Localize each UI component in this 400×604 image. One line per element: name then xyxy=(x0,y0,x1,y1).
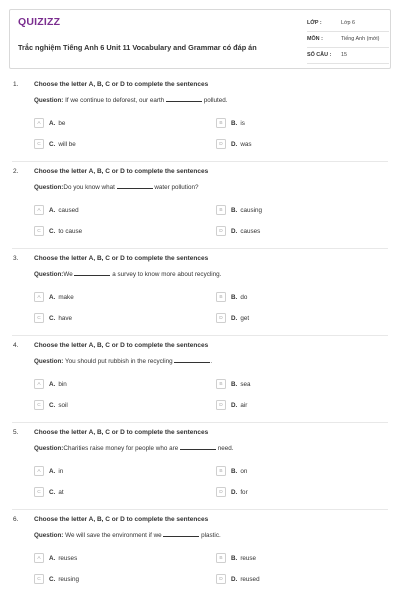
option-text: reuses xyxy=(58,555,78,562)
option-key: A. xyxy=(49,381,56,388)
question-text xyxy=(34,445,233,452)
option-letter-box: C xyxy=(34,226,44,236)
option-letter-box: D xyxy=(216,226,226,236)
option-key: D. xyxy=(231,489,238,496)
option-text: sea xyxy=(240,381,251,388)
document-header xyxy=(9,9,391,69)
option-text: get xyxy=(240,315,250,322)
option-letter-box: D xyxy=(216,139,226,149)
quizizz-logo: QUIZIZZ xyxy=(18,16,61,28)
option-letter-box: D xyxy=(216,400,226,410)
option-letter-box: B xyxy=(216,205,226,215)
question-before: You should put rubbish in the recycling xyxy=(63,358,175,365)
question-2 xyxy=(0,168,400,256)
option-text: on xyxy=(240,468,248,475)
option-letter-box: C xyxy=(34,400,44,410)
option-text: reusing xyxy=(58,576,79,583)
answer-blank xyxy=(74,271,110,276)
question-before: Do you know what xyxy=(63,184,117,191)
question-number: 3. xyxy=(13,255,19,262)
question-before: If we continue to deforest, our earth xyxy=(63,97,166,104)
question-after: water pollution? xyxy=(152,184,199,191)
question-label: Question: xyxy=(34,532,64,539)
option-text: do xyxy=(240,294,248,301)
question-label: Question: xyxy=(34,184,64,191)
option-key: C. xyxy=(49,576,56,583)
question-text xyxy=(34,271,221,278)
option-text: at xyxy=(58,489,64,496)
option-key: B. xyxy=(231,555,238,562)
option-key: A. xyxy=(49,555,56,562)
option-letter-box: D xyxy=(216,487,226,497)
option-key: D. xyxy=(231,228,238,235)
option-letter-box: C xyxy=(34,487,44,497)
meta-table xyxy=(307,18,389,66)
question-4 xyxy=(0,342,400,430)
option-text: air xyxy=(240,402,248,409)
option-key: A. xyxy=(49,468,56,475)
question-label: Question: xyxy=(34,358,64,365)
question-number: 2. xyxy=(13,168,19,175)
meta-value: 15 xyxy=(341,52,347,58)
question-number: 5. xyxy=(13,429,19,436)
answer-blank xyxy=(163,532,199,537)
option-letter-box: A xyxy=(34,379,44,389)
question-3 xyxy=(0,255,400,343)
divider xyxy=(12,509,388,510)
option-text: is xyxy=(240,120,245,127)
option-letter-box: B xyxy=(216,118,226,128)
option-key: C. xyxy=(49,402,56,409)
option-key: C. xyxy=(49,141,56,148)
question-instruction: Choose the letter A, B, C or D to complete the sentences xyxy=(34,255,209,262)
answer-blank xyxy=(117,184,153,189)
option-key: B. xyxy=(231,207,238,214)
divider xyxy=(12,248,388,249)
question-number: 6. xyxy=(13,516,19,523)
option-text: to cause xyxy=(58,228,83,235)
option-letter-box: B xyxy=(216,292,226,302)
option-text: causing xyxy=(240,207,263,214)
option-letter-box: B xyxy=(216,553,226,563)
question-label: Question: xyxy=(34,271,64,278)
question-after: polluted. xyxy=(201,97,228,104)
divider xyxy=(12,335,388,336)
question-text xyxy=(34,358,212,365)
option-letter-box: A xyxy=(34,553,44,563)
question-6 xyxy=(0,516,400,604)
divider xyxy=(12,161,388,162)
option-letter-box: D xyxy=(216,574,226,584)
option-letter-box: A xyxy=(34,205,44,215)
question-before: Charities raise money for people who are xyxy=(63,445,180,452)
question-instruction: Choose the letter A, B, C or D to complete the sentences xyxy=(34,81,209,88)
question-after: a survey to know more about recycling. xyxy=(110,271,222,278)
option-letter-box: C xyxy=(34,313,44,323)
option-key: C. xyxy=(49,228,56,235)
option-text: reuse xyxy=(240,555,257,562)
meta-label: SỐ CÂU : xyxy=(307,52,332,58)
divider xyxy=(12,422,388,423)
option-key: D. xyxy=(231,141,238,148)
option-key: B. xyxy=(231,468,238,475)
option-key: D. xyxy=(231,402,238,409)
answer-blank xyxy=(174,358,213,365)
option-key: D. xyxy=(231,315,238,322)
option-letter-box: A xyxy=(34,466,44,476)
option-text: reused xyxy=(240,576,260,583)
option-text: causes xyxy=(240,228,261,235)
question-instruction: Choose the letter A, B, C or D to complete the sentences xyxy=(34,516,209,523)
meta-row-count xyxy=(307,50,389,64)
option-text: in xyxy=(58,468,64,475)
question-before: We xyxy=(63,271,75,278)
meta-label: MÔN : xyxy=(307,36,323,42)
option-letter-box: A xyxy=(34,118,44,128)
question-5 xyxy=(0,429,400,517)
option-text: was xyxy=(240,141,252,148)
option-text: caused xyxy=(58,207,79,214)
question-after: plastic. xyxy=(199,532,221,539)
question-number: 4. xyxy=(13,342,19,349)
option-key: C. xyxy=(49,315,56,322)
option-letter-box: B xyxy=(216,466,226,476)
meta-value: Tiếng Anh (mới) xyxy=(341,36,380,42)
option-text: have xyxy=(58,315,72,322)
option-letter-box: D xyxy=(216,313,226,323)
document-title: Trắc nghiệm Tiếng Anh 6 Unit 11 Vocabulary and Grammar có đáp án xyxy=(18,43,257,52)
option-key: A. xyxy=(49,207,56,214)
option-key: A. xyxy=(49,120,56,127)
option-key: B. xyxy=(231,381,238,388)
question-after: need. xyxy=(215,445,234,452)
option-key: D. xyxy=(231,576,238,583)
option-key: A. xyxy=(49,294,56,301)
option-key: B. xyxy=(231,120,238,127)
answer-blank xyxy=(166,97,202,102)
option-text: soil xyxy=(58,402,68,409)
question-1 xyxy=(0,81,400,169)
option-letter-box: B xyxy=(216,379,226,389)
option-text: will be xyxy=(58,141,76,148)
option-text: bin xyxy=(58,381,67,388)
question-label: Question: xyxy=(34,445,64,452)
option-letter-box: A xyxy=(34,292,44,302)
meta-value: Lớp 6 xyxy=(341,20,356,26)
option-text: make xyxy=(58,294,74,301)
answer-blank xyxy=(180,445,216,450)
question-label: Question: xyxy=(34,97,64,104)
question-instruction: Choose the letter A, B, C or D to complete the sentences xyxy=(34,168,209,175)
meta-label: LỚP : xyxy=(307,20,322,26)
option-letter-box: C xyxy=(34,139,44,149)
option-letter-box: C xyxy=(34,574,44,584)
option-text: be xyxy=(58,120,66,127)
question-text xyxy=(34,532,221,539)
question-instruction: Choose the letter A, B, C or D to complete the sentences xyxy=(34,429,209,436)
question-number: 1. xyxy=(13,81,19,88)
question-text xyxy=(34,184,198,191)
question-text xyxy=(34,97,228,104)
meta-row-class xyxy=(307,18,389,32)
question-instruction: Choose the letter A, B, C or D to complete the sentences xyxy=(34,342,209,349)
question-before: We will save the environment if we xyxy=(63,532,164,539)
question-after: . xyxy=(210,358,213,365)
option-text: for xyxy=(240,489,248,496)
option-key: C. xyxy=(49,489,56,496)
option-key: B. xyxy=(231,294,238,301)
meta-row-subject xyxy=(307,34,389,48)
